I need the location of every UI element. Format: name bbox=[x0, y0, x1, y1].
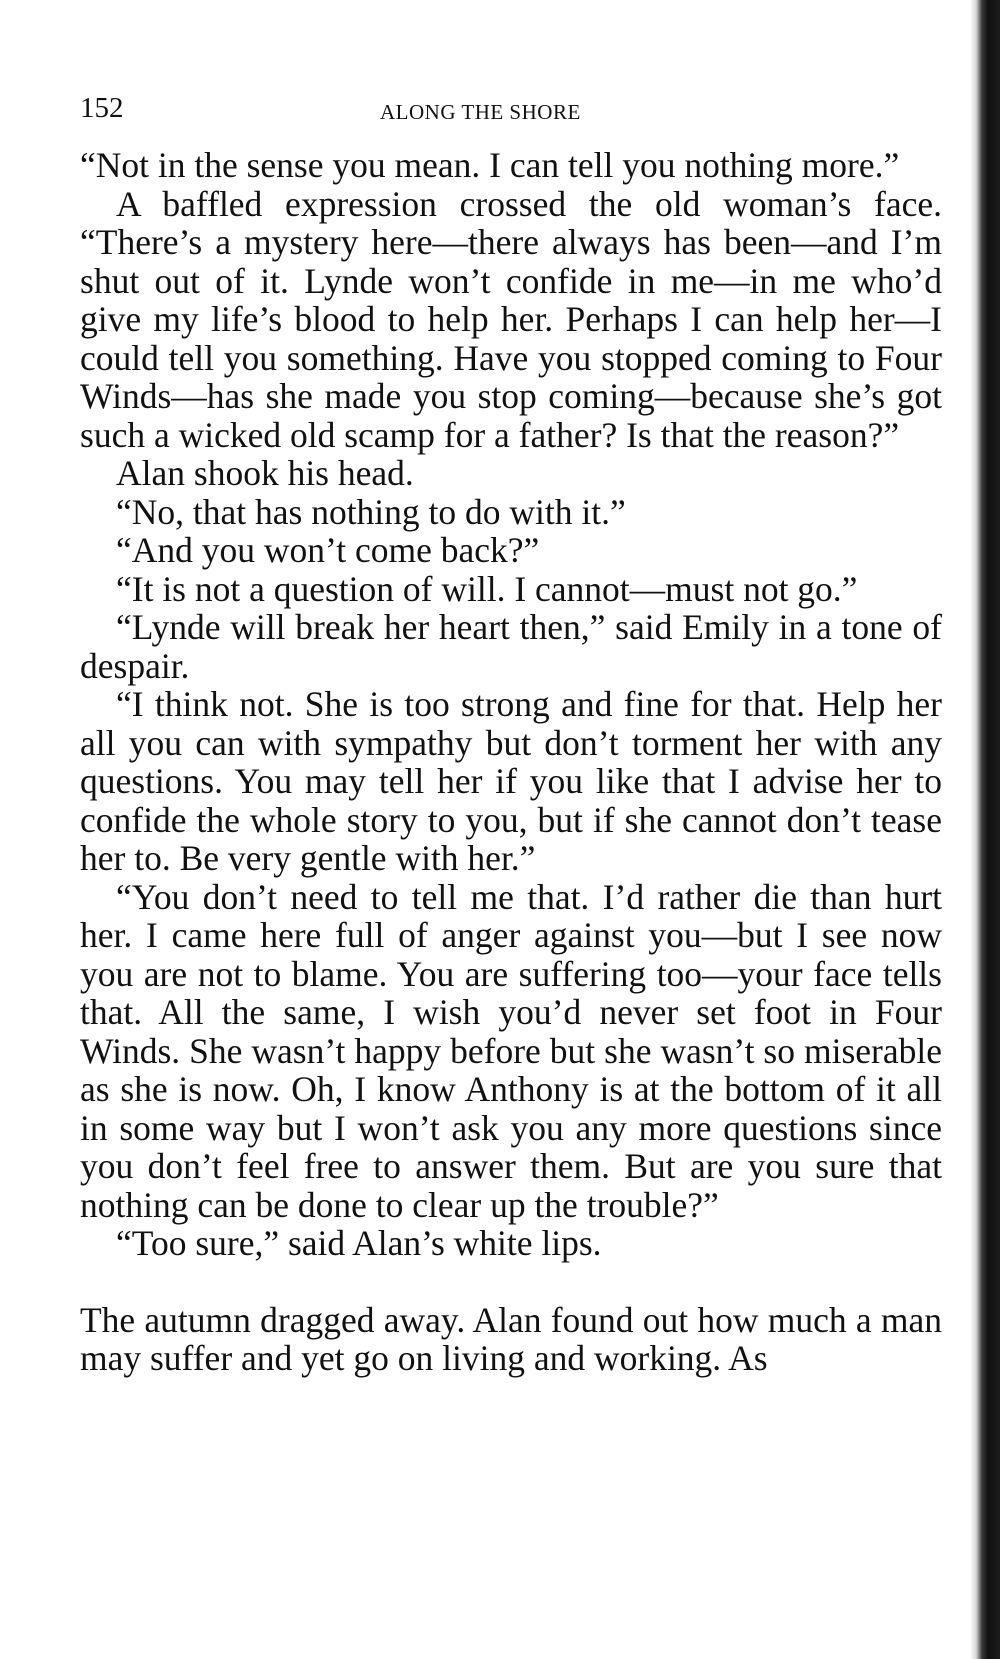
body-text bbox=[80, 146, 942, 1378]
paragraph: “Not in the sense you mean. I can tell you nothing more.” bbox=[80, 145, 900, 185]
paragraph: “And you won’t come back?” bbox=[116, 530, 540, 570]
paragraph: “It is not a question of will. I cannot—must not go.” bbox=[116, 568, 858, 609]
page-number: 152 bbox=[80, 92, 124, 124]
paragraph: “Too sure,” said Alan’s white lips. bbox=[116, 1223, 602, 1263]
paragraph: “No, that has nothing to do with it.” bbox=[116, 491, 626, 532]
paragraph: “Lynde will break her heart then,” said Emily in a tone of despair. bbox=[80, 607, 942, 686]
page-header bbox=[80, 88, 940, 128]
paragraph: The autumn dragged away. Alan found out how much a man may suffer and yet go on living and working. As bbox=[80, 1299, 942, 1378]
paragraph: A baffled expression crossed the old woman’s face. “There’s a mystery here—there always has been—and I’m shut out of it. Lynde won’t confide in me—in me who’d give my life’s blood to help her. Perhaps I can help her—I could tell you something. Have you stopped coming to Four Winds—has she made you stop coming—because she’s got such a wicked old scamp for a father? Is that the reason?” bbox=[80, 183, 942, 455]
page-binding-edge bbox=[970, 0, 1000, 1659]
running-head: ALONG THE SHORE bbox=[380, 100, 581, 124]
paragraph: “I think not. She is too strong and fine for that. Help her all you can with sympathy but don’t torment her with any questions. You may tell her if you like that I advise her to confide the whole story to you, but if she cannot don’t tease her to. Be very gentle with her.” bbox=[80, 684, 942, 878]
paragraph: “You don’t need to tell me that. I’d rather die than hurt her. I came here full of anger against you—but I see now you are not to blame. You are suffering too—your face tells that. All the same, I wish you’d never set foot in Four Winds. She wasn’t happy before but she wasn’t so miserable as she is now. Oh, I know Anthony is at the bottom of it all in some way but I won’t ask you any more questions since you don’t feel free to answer them. But are you sure that nothing can be done to clear up the trouble?” bbox=[80, 876, 942, 1225]
paragraph: Alan shook his head. bbox=[116, 453, 414, 493]
